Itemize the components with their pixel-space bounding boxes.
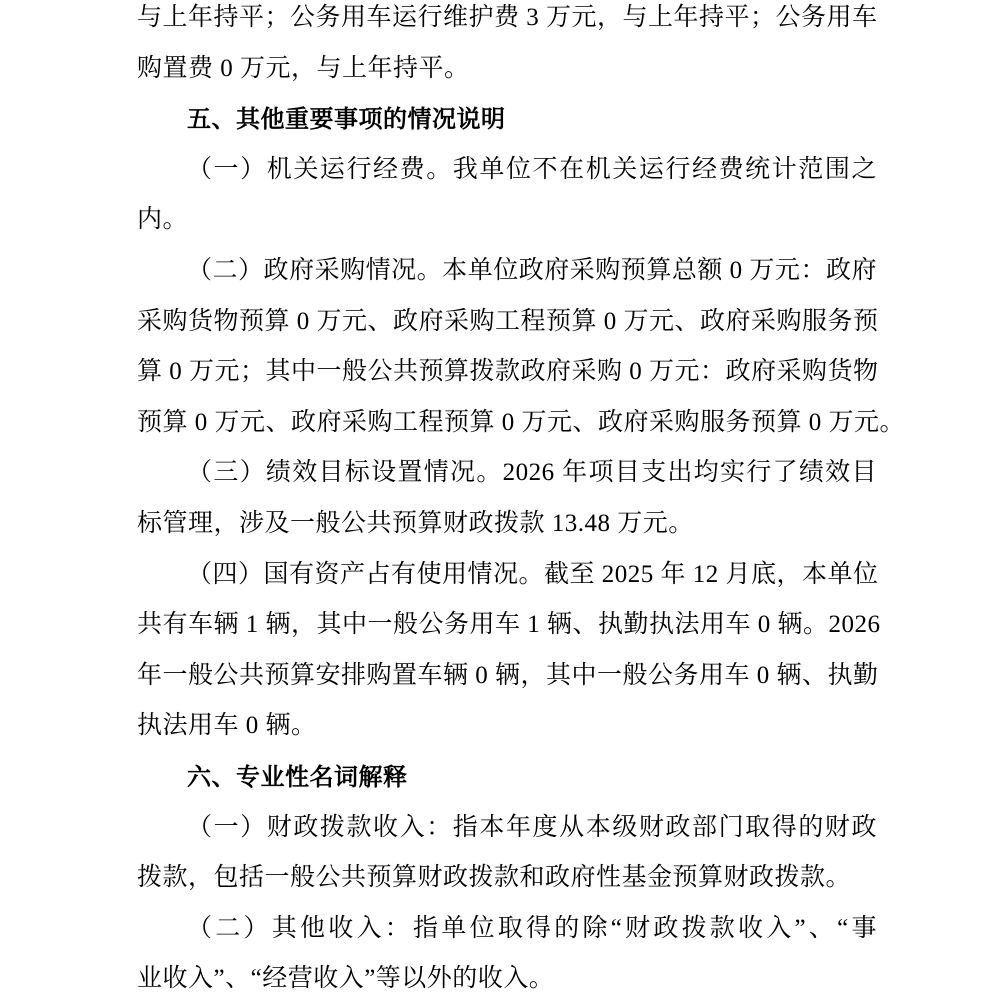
text-line: 共有车辆 1 辆，其中一般公务用车 1 辆、执勤执法用车 0 辆。2026 — [137, 611, 881, 639]
text-line: 与上年持平；公务用车运行维护费 3 万元，与上年持平；公务用车 — [137, 4, 878, 31]
document-body — [137, 0, 906, 1005]
paragraph — [137, 0, 877, 94]
text-line: 预算 0 万元、政府采购工程预算 0 万元、政府采购服务预算 0 万元。 — [137, 408, 906, 436]
text-line: 年一般公共预算安排购置车辆 0 辆，其中一般公务用车 0 辆、执勤 — [137, 661, 879, 689]
paragraph — [137, 803, 877, 904]
paragraph — [137, 550, 881, 752]
text-line: （一）财政拨款收入：指本年度从本级财政部门取得的财政 — [187, 813, 877, 841]
text-line: 业收入”、“经营收入”等以外的收入。 — [137, 965, 555, 993]
text-line: （三）绩效目标设置情况。2026 年项目支出均实行了绩效目 — [187, 459, 877, 487]
paragraph — [137, 904, 877, 1005]
text-line: 采购货物预算 0 万元、政府采购工程预算 0 万元、政府采购服务预 — [137, 307, 879, 335]
text-line: 购置费 0 万元，与上年持平。 — [137, 54, 470, 82]
text-line: 算 0 万元；其中一般公共预算拨款政府采购 0 万元：政府采购货物 — [137, 358, 879, 386]
paragraph — [137, 246, 906, 448]
text-line: 拨款，包括一般公共预算财政拨款和政府性基金预算财政拨款。 — [137, 864, 852, 892]
text-line: （二）政府采购情况。本单位政府采购预算总额 0 万元：政府 — [187, 256, 877, 284]
text-line: 标管理，涉及一般公共预算财政拨款 13.48 万元。 — [137, 509, 694, 537]
text-line: 执法用车 0 辆。 — [137, 712, 317, 740]
section-heading: 六、专业性名词解释 — [187, 762, 408, 791]
section-heading: 五、其他重要事项的情况说明 — [187, 105, 506, 134]
paragraph — [137, 448, 877, 549]
text-line: （一）机关运行经费。我单位不在机关运行经费统计范围之 — [187, 155, 877, 183]
text-line: （四）国有资产占有使用情况。截至 2025 年 12 月底，本单位 — [187, 560, 879, 588]
text-line: （二）其他收入：指单位取得的除“财政拨款收入”、“事 — [187, 914, 877, 942]
paragraph — [137, 145, 877, 246]
text-line: 内。 — [137, 206, 189, 234]
